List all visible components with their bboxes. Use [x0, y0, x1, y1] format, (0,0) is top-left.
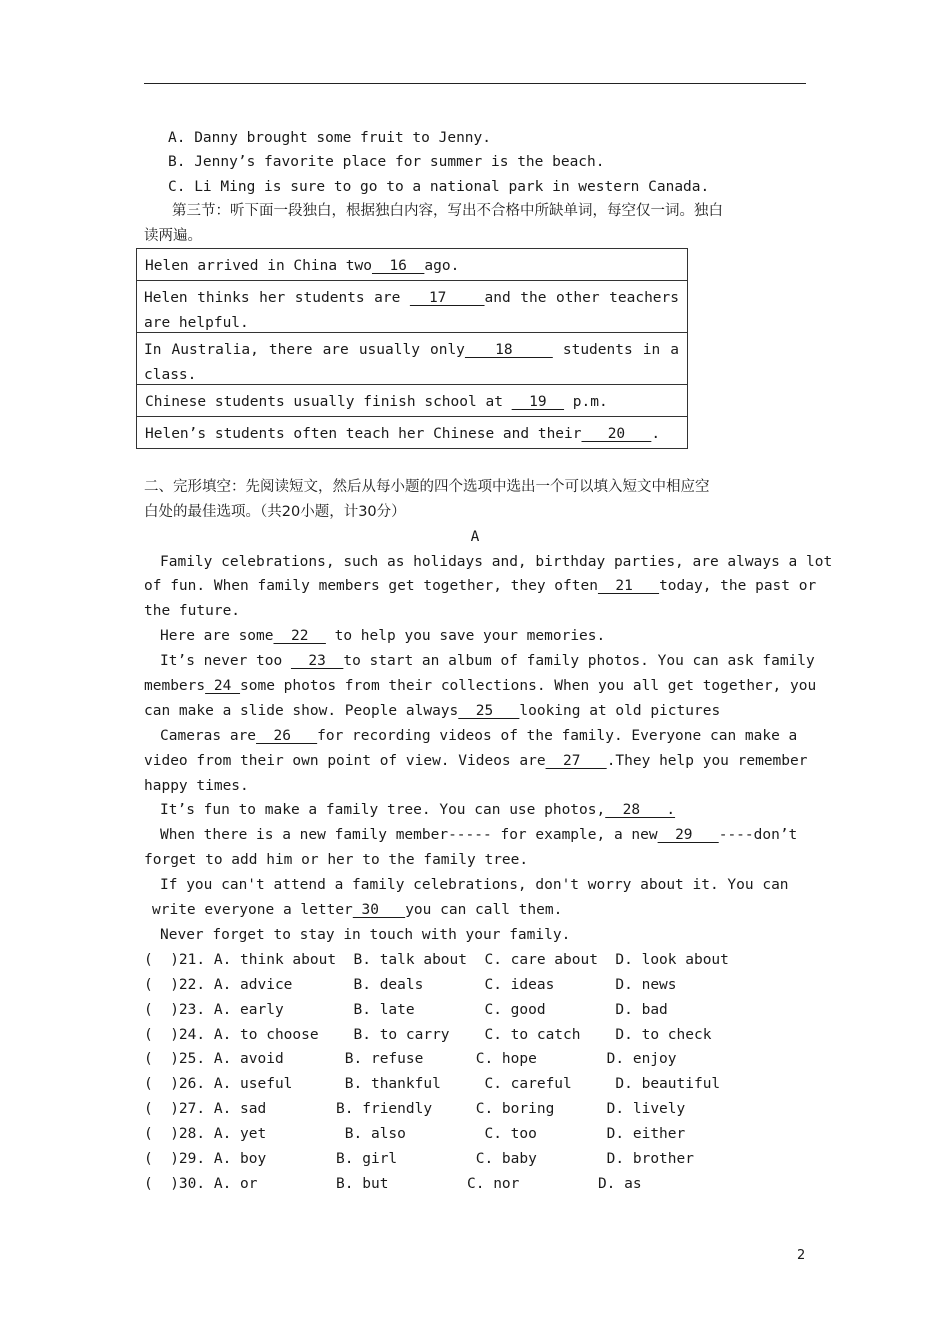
blank-28[interactable]: 28 .	[605, 802, 676, 818]
passage-line: forget to add him or her to the family tree.	[144, 852, 529, 868]
passage-text: When there is a new family member----- for example, a new	[160, 827, 658, 843]
blank-17[interactable]: 17	[409, 290, 485, 306]
option-row[interactable]: ( )28. A. yet B. also C. too D. either	[144, 1126, 686, 1142]
row-text: ago.	[424, 258, 460, 274]
blank-25[interactable]: 25	[458, 703, 520, 719]
table-row	[137, 332, 687, 384]
cloze-heading: 二、完形填空：先阅读短文，然后从每小题的四个选项中选出一个可以填入短文中相应空	[144, 479, 710, 495]
blank-27[interactable]: 27	[545, 753, 607, 769]
fill-table	[136, 248, 688, 449]
table-row	[137, 249, 687, 280]
row-text: students in a class.	[144, 342, 688, 383]
row-text: .	[651, 426, 661, 442]
blank-16[interactable]: 16	[371, 258, 425, 274]
table-row	[137, 384, 687, 416]
row-text: Chinese students usually finish school at	[145, 394, 512, 410]
option-row[interactable]: ( )25. A. avoid B. refuse C. hope D. enjoy	[144, 1051, 677, 1067]
passage-text: today, the past or	[659, 578, 817, 594]
passage-text: video from their own point of view. Videos are	[144, 753, 546, 769]
section3-instruction-cont: 读两遍。	[144, 228, 202, 244]
blank-26[interactable]: 26	[256, 728, 318, 744]
blank-23[interactable]: 23	[290, 653, 344, 669]
passage-text: to help you save your memories.	[325, 628, 606, 644]
passage-text: Here are some	[160, 628, 274, 644]
blank-29[interactable]: 29	[657, 827, 719, 843]
passage-text: looking at old pictures	[519, 703, 721, 719]
passage-text: you can call them.	[405, 902, 563, 918]
option-row[interactable]: ( )27. A. sad B. friendly C. boring D. lively	[144, 1101, 686, 1117]
table-row	[137, 280, 687, 332]
passage-line	[144, 576, 816, 596]
passage-line	[160, 626, 605, 646]
option-row[interactable]: ( )26. A. useful B. thankful C. careful D. beautiful	[144, 1076, 721, 1092]
statement-a: A. Danny brought some fruit to Jenny.	[168, 130, 492, 146]
section3-instruction: 第三节：听下面一段独白，根据独白内容，写出不合格中所缺单词，每空仅一词。独白	[172, 203, 723, 219]
page-number: 2	[797, 1248, 806, 1263]
passage-line	[144, 751, 807, 771]
option-row[interactable]: ( )24. A. to choose B. to carry C. to catch D. to check	[144, 1027, 712, 1043]
passage-line	[160, 651, 815, 671]
option-row[interactable]: ( )29. A. boy B. girl C. baby D. brother	[144, 1151, 694, 1167]
passage-text: It’s fun to make a family tree. You can use photos,	[160, 802, 606, 818]
statement-c: C. Li Ming is sure to go to a national park in western Canada.	[168, 179, 710, 195]
passage-line	[160, 726, 797, 746]
row-text: Helen thinks her students are	[144, 290, 410, 306]
passage-text: members	[144, 678, 206, 694]
blank-24[interactable]: 24	[205, 678, 241, 694]
passage-text: Cameras are	[160, 728, 257, 744]
statement-b: B. Jenny’s favorite place for summer is the beach.	[168, 154, 605, 170]
passage-text: some photos from their collections. When you all get together, you	[240, 678, 817, 694]
passage-line: Family celebrations, such as holidays and, birthday parties, are always a lot	[160, 554, 833, 570]
row-text: and the other teachers are helpful.	[144, 290, 688, 331]
blank-22[interactable]: 22	[273, 628, 326, 644]
passage-line: Never forget to stay in touch with your family.	[160, 927, 571, 943]
blank-21[interactable]: 21	[597, 578, 660, 594]
blank-18[interactable]: 18	[464, 342, 553, 358]
passage-text: of fun. When family members get together, they often	[144, 578, 598, 594]
table-row	[137, 416, 687, 448]
passage-line	[144, 676, 816, 696]
passage-text: write everyone a letter	[152, 902, 353, 918]
passage-line: If you can't attend a family celebrations, don't worry about it. You can	[160, 877, 789, 893]
blank-30[interactable]: 30	[352, 902, 406, 918]
passage-text: It’s never too	[160, 653, 291, 669]
row-text: p.m.	[564, 394, 608, 410]
blank-19[interactable]: 19	[511, 394, 565, 410]
option-row[interactable]: ( )21. A. think about B. talk about C. care about D. look about	[144, 952, 729, 968]
passage-line	[160, 800, 675, 820]
option-row[interactable]: ( )30. A. or B. but C. nor D. as	[144, 1176, 642, 1192]
passage-text: to start an album of family photos. You can ask family	[343, 653, 815, 669]
passage-line: the future.	[144, 603, 241, 619]
passage-text: can make a slide show. People always	[144, 703, 459, 719]
passage-text: for recording videos of the family. Everyone can make a	[317, 728, 798, 744]
passage-line	[144, 701, 720, 721]
option-row[interactable]: ( )23. A. early B. late C. good D. bad	[144, 1002, 668, 1018]
passage-line: happy times.	[144, 778, 249, 794]
option-row[interactable]: ( )22. A. advice B. deals C. ideas D. news	[144, 977, 677, 993]
row-text: Helen arrived in China two	[145, 258, 372, 274]
passage-line	[152, 900, 562, 920]
header-rule	[144, 83, 806, 84]
passage-label: A	[470, 529, 480, 545]
passage-line	[160, 825, 797, 845]
cloze-heading-cont: 白处的最佳选项。（共20小题，计30分）	[144, 504, 406, 520]
passage-text: ----don’t	[718, 827, 798, 843]
blank-20[interactable]: 20	[581, 426, 652, 442]
passage-text: .They help you remember	[606, 753, 808, 769]
row-text: Helen’s students often teach her Chinese and their	[145, 426, 582, 442]
row-text: In Australia, there are usually only	[144, 342, 465, 358]
